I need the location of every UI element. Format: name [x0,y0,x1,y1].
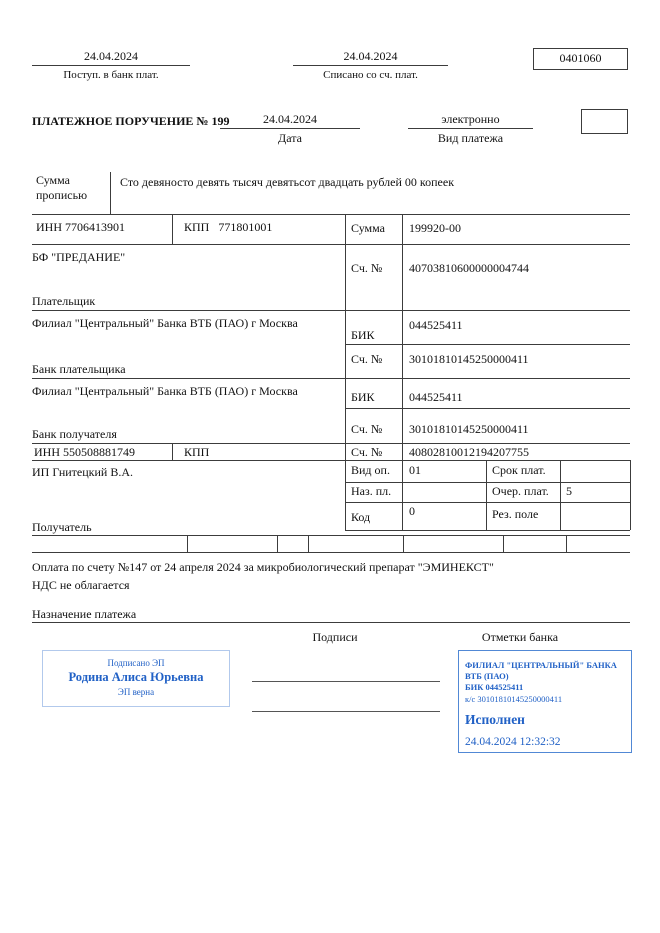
op-kind-value: 01 [409,463,421,477]
bank-stamp-status: Исполнен [465,711,525,727]
received-date-label: Поступ. в банк плат. [63,69,159,81]
bank-stamp-name-line2: ВТБ (ПАО) [465,671,509,682]
payer-bank-bik: 044525411 [409,318,463,332]
benef-bank-bik: 044525411 [409,390,463,404]
benef-kpp: КПП [184,445,210,459]
esignature-line1: Подписано ЭП [107,658,165,668]
rule [32,622,630,623]
rule [277,535,278,552]
rule [345,482,630,483]
purpose-line1: Оплата по счету №147 от 24 апреля 2024 за микробиологический препарат "ЭМИНЕКСТ" [32,560,494,574]
document-title: ПЛАТЕЖНОЕ ПОРУЧЕНИЕ № 199 [32,114,230,128]
payer-bank-section-label: Банк плательщика [32,362,126,376]
signature-line-1 [252,681,440,682]
rule [566,535,567,552]
rule [32,443,630,444]
amount-value: 199920-00 [409,221,461,235]
rule [403,535,404,552]
payer-name: БФ "ПРЕДАНИЕ" [32,250,126,264]
payer-account: 40703810600000004744 [409,261,529,275]
form-code-box [533,48,628,70]
esignature-line3: ЭП верна [117,687,155,697]
amount-words-label2: прописью [36,188,88,202]
rule [345,408,630,409]
benef-inn: ИНН 550508881749 [34,445,135,459]
rule [32,244,630,245]
payer-bank-account: 30101810145250000411 [409,352,529,366]
rule [187,535,188,552]
payer-kpp: КПП 771801001 [184,220,273,234]
rule [560,460,561,530]
rule [402,214,403,530]
payer-section-label: Плательщик [32,294,96,308]
doc-date-label: Дата [278,131,302,145]
bank-stamp-bik: БИК 044525411 [465,682,524,693]
benef-section-label: Получатель [32,520,92,534]
rule [345,344,630,345]
debited-date-label: Списано со сч. плат. [323,69,418,81]
rule [293,65,448,66]
order-label: Очер. плат. [492,484,549,498]
benef-acc-label: Сч. № [351,445,383,459]
payer-bank-acc-label: Сч. № [351,352,383,366]
amount-words-label1: Сумма [36,173,70,187]
bank-stamp [458,650,632,753]
rule [503,535,504,552]
bank-stamp-name-line1: ФИЛИАЛ "ЦЕНТРАЛЬНЫЙ" БАНКА [465,660,617,670]
nazpl-label: Наз. пл. [351,484,392,498]
rule [32,214,630,215]
signature-line-2 [252,711,440,712]
doc-date-value: 24.04.2024 [263,112,317,126]
rule [32,310,630,311]
payer-bank-bik-label: БИК [351,328,375,342]
purpose-line2: НДС не облагается [32,578,130,592]
purpose-section-label: Назначение платежа [32,607,137,621]
rule [32,460,630,461]
rule [172,214,173,244]
payment-kind-label: Вид платежа [437,131,504,145]
rule [408,128,533,129]
rule [172,443,173,460]
amount-label: Сумма [351,221,385,235]
rule [345,502,630,503]
payment-kind-value: электронно [441,112,500,126]
rule [32,552,630,553]
benef-account: 40802810012194207755 [409,445,529,459]
payer-acc-label: Сч. № [351,261,383,275]
debited-date-value: 24.04.2024 [343,49,398,63]
payer-bank-name: Филиал "Центральный" Банка ВТБ (ПАО) г Москва [32,316,298,330]
status-field-box [581,109,628,134]
rule [630,460,631,530]
rule [110,172,111,214]
rule [32,378,630,379]
benef-bank-name: Филиал "Центральный" Банка ВТБ (ПАО) г Москва [32,384,298,398]
rule [32,535,630,536]
bank-marks-heading: Отметки банка [481,630,559,644]
rule [345,530,630,531]
amount-words-text: Сто девяносто девять тысяч девятьсот двадцать рублей 00 копеек [120,175,455,189]
rule [32,65,190,66]
rule [220,128,360,129]
benef-bank-acc-label: Сч. № [351,422,383,436]
bank-stamp-corr-account: к/с 30101810145250000411 [465,693,563,704]
due-date-label: Срок плат. [492,463,546,477]
benef-name: ИП Гнитецкий В.А. [32,465,133,479]
rule [308,535,309,552]
code-value: 0 [409,504,415,518]
rez-label: Рез. поле [492,507,539,521]
esignature-name: Родина Алиса Юрьевна [68,670,204,684]
rule [345,214,346,530]
op-kind-label: Вид оп. [351,463,390,477]
order-value: 5 [566,484,572,498]
rule [486,460,487,530]
benef-bank-section-label: Банк получателя [32,427,117,441]
payer-inn: ИНН 7706413901 [36,220,125,234]
code-label: Код [351,510,371,524]
benef-bank-bik-label: БИК [351,390,375,404]
form-code: 0401060 [559,51,602,65]
signatures-heading: Подписи [312,630,358,644]
benef-bank-account: 30101810145250000411 [409,422,529,436]
bank-stamp-datetime: 24.04.2024 12:32:32 [465,735,561,748]
received-date-value: 24.04.2024 [84,49,138,63]
esignature-stamp [42,650,230,707]
